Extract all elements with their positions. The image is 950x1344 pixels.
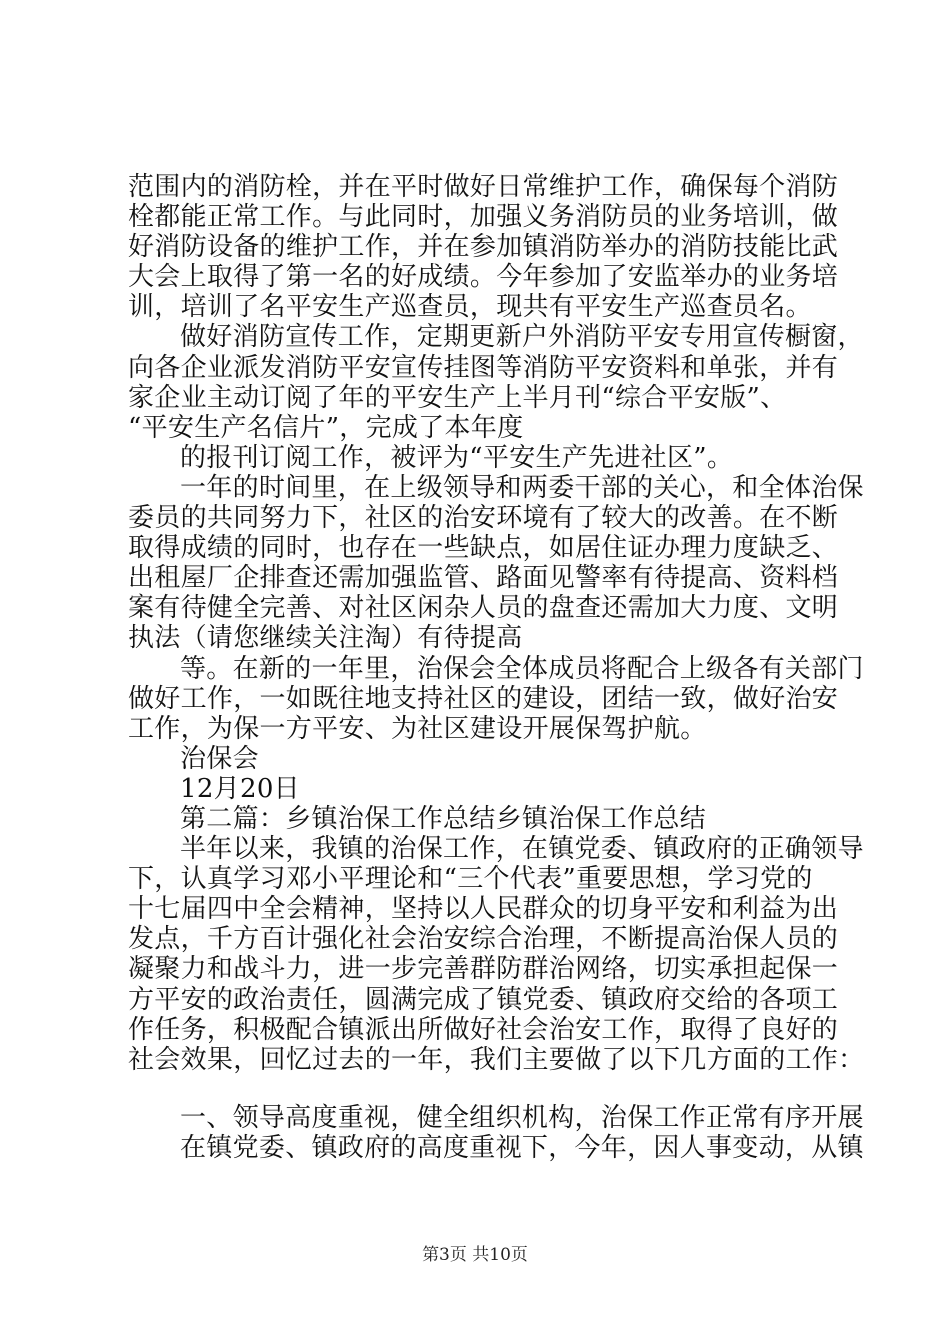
text-line: 做好工作，一如既往地支持社区的建设，团结一致，做好治安 <box>128 683 839 714</box>
text-line: 栓都能正常工作。与此同时，加强义务消防员的业务培训，做 <box>128 202 839 233</box>
text-line: 一年的时间里，在上级领导和两委干部的关心，和全体治保 <box>180 472 864 503</box>
text-line: 发点，千方百计强化社会治安综合治理，不断提高治保人员的 <box>128 924 839 955</box>
signature-org: 治保会 <box>180 743 259 774</box>
text-line: 好消防设备的维护工作，并在参加镇消防举办的消防技能比武 <box>128 232 839 263</box>
text-line: 的报刊订阅工作，被评为“平安生产先进社区”。 <box>180 442 734 473</box>
text-line: 社会效果，回忆过去的一年，我们主要做了以下几方面的工作： <box>128 1044 865 1075</box>
text-line: 在镇党委、镇政府的高度重视下，今年，因人事变动，从镇 <box>180 1132 864 1163</box>
signature-date: 12月20日 <box>180 773 300 804</box>
subsection-heading: 一、领导高度重视，健全组织机构，治保工作正常有序开展 <box>180 1102 864 1133</box>
text-line: 案有待健全完善、对社区闲杂人员的盘查还需加大力度、文明 <box>128 593 839 624</box>
text-line: 范围内的消防栓，并在平时做好日常维护工作，确保每个消防 <box>128 172 839 202</box>
text-line: 取得成绩的同时，也存在一些缺点，如居住证办理力度缺乏、 <box>128 533 839 564</box>
text-line: 出租屋厂企排查还需加强监管、路面见警率有待提高、资料档 <box>128 563 839 594</box>
text-line: 方平安的政治责任，圆满完成了镇党委、镇政府交给的各项工 <box>128 984 839 1015</box>
text-line: 工作，为保一方平安、为社区建设开展保驾护航。 <box>128 713 707 744</box>
paragraph-gap <box>128 1075 838 1103</box>
document-body <box>128 172 865 1163</box>
text-line: 做好消防宣传工作，定期更新户外消防平安专用宣传橱窗， <box>180 322 864 353</box>
section-heading: 第二篇：乡镇治保工作总结乡镇治保工作总结 <box>180 803 707 834</box>
text-line: 向各企业派发消防平安宣传挂图等消防平安资料和单张，并有 <box>128 352 839 383</box>
text-line: 委员的共同努力下，社区的治安环境有了较大的改善。在不断 <box>128 503 839 534</box>
text-line: 家企业主动订阅了年的平安生产上半月刊“综合平安版”、 <box>128 382 787 413</box>
text-line: 半年以来，我镇的治保工作，在镇党委、镇政府的正确领导 <box>180 834 864 865</box>
text-line: “平安生产名信片”，完成了本年度 <box>128 412 524 443</box>
page-number-footer: 第3页 共10页 <box>422 1245 528 1265</box>
text-line: 作任务，积极配合镇派出所做好社会治安工作，取得了良好的 <box>128 1014 839 1045</box>
text-line: 十七届四中全会精神，坚持以人民群众的切身平安和利益为出 <box>128 894 839 925</box>
text-line: 训，培训了名平安生产巡查员，现共有平安生产巡查员名。 <box>128 292 812 323</box>
text-line: 大会上取得了第一名的好成绩。今年参加了安监举办的业务培 <box>128 262 839 293</box>
text-line: 下，认真学习邓小平理论和“三个代表”重要思想，学习党的 <box>128 864 813 895</box>
text-line: 执法（请您继续关注淘）有待提高 <box>128 623 523 654</box>
text-line: 等。在新的一年里，治保会全体成员将配合上级各有关部门 <box>180 653 864 684</box>
text-line: 凝聚力和战斗力，进一步完善群防群治网络，切实承担起保一 <box>128 954 839 985</box>
